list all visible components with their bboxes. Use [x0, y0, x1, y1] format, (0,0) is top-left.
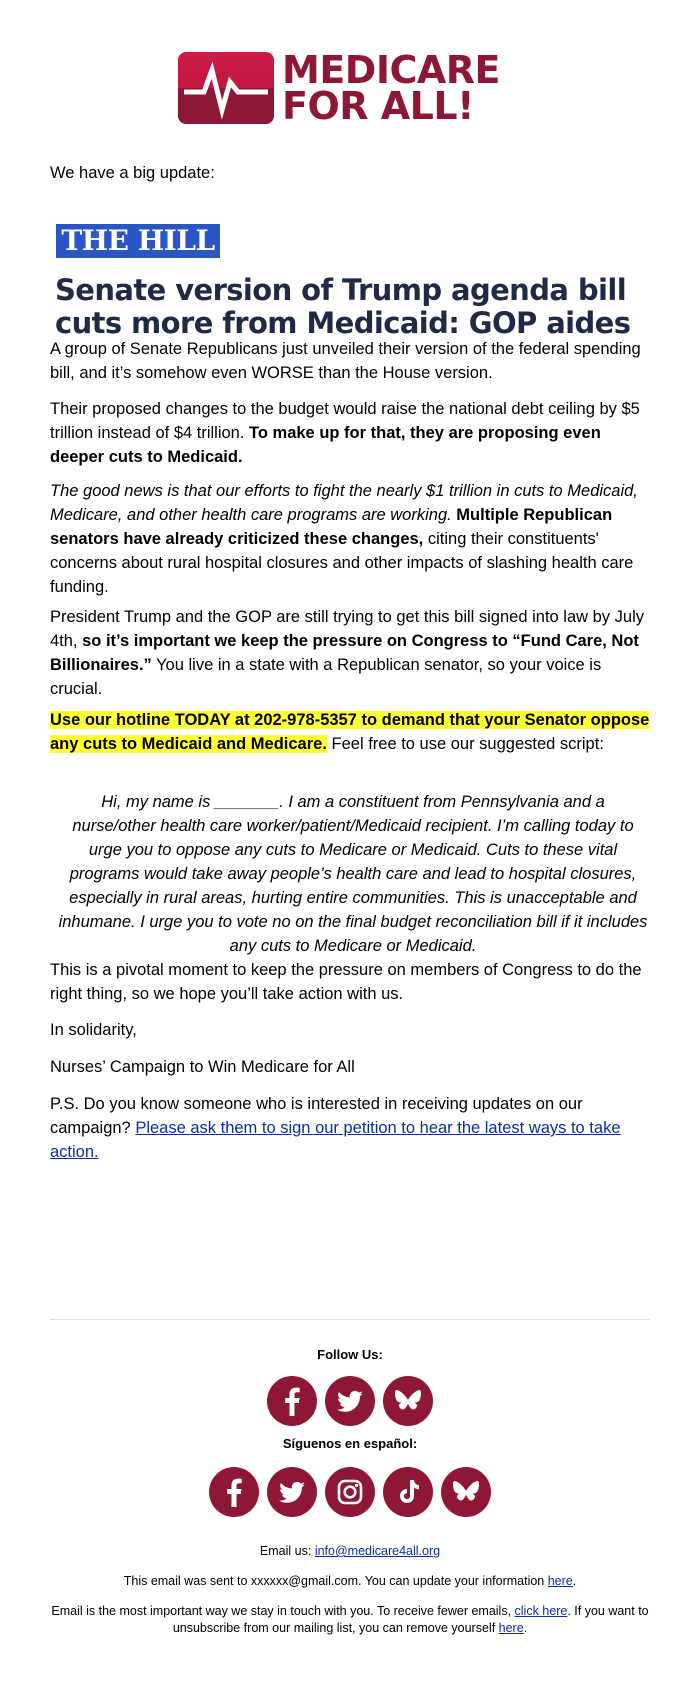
paragraph-6: This is a pivotal moment to keep the pressure on members of Congress to do the right thing, so we hope you’ll take action with us.: [50, 961, 642, 1003]
paragraph-1: A group of Senate Republicans just unveiled their version of the federal spending bill, and it’s somehow even WORSE than the House version.: [50, 340, 641, 382]
bluesky-icon[interactable]: [441, 1467, 491, 1517]
unsub-text-1: Email is the most important way we stay in touch with you. To receive fewer emails,: [51, 1604, 515, 1618]
facebook-icon[interactable]: [267, 1376, 317, 1426]
paragraph-4: [50, 605, 650, 701]
instagram-icon[interactable]: [325, 1467, 375, 1517]
bluesky-icon[interactable]: [383, 1376, 433, 1426]
fewer-emails-link[interactable]: click here: [514, 1604, 568, 1618]
ps-text: P.S. Do you know someone who is interested in receiving updates on our campaign?: [50, 1095, 583, 1137]
postscript: [50, 1092, 650, 1164]
follow-us-social-row: [0, 1376, 700, 1426]
follow-us-label: Follow Us:: [317, 1347, 383, 1362]
signature: Nurses’ Campaign to Win Medicare for All: [50, 1058, 355, 1076]
unsubscribe-link[interactable]: here: [498, 1621, 524, 1635]
p4-bold: so it’s important we keep the pressure on Congress to “Fund Care, Not Billionaires.”: [50, 632, 639, 674]
email-link[interactable]: info@medicare4all.org: [314, 1544, 441, 1558]
p3-italic: The good news is that our efforts to fight the nearly $1 trillion in cuts to Medicaid, Medicare, and other health care programs are working.: [50, 482, 638, 524]
p2-bold: To make up for that, they are proposing even deeper cuts to Medicaid.: [50, 424, 601, 466]
article-headline[interactable]: Senate version of Trump agenda bill cuts more from Medicaid: GOP aides: [55, 273, 631, 340]
p3-text: citing their constituents' concerns about rural hospital closures and other impacts of slashing health care funding.: [50, 530, 634, 596]
logo-line-1: MEDICARE: [282, 48, 500, 92]
unsub-text-2: . If you want to unsubscribe from our mailing list, you can remove yourself: [172, 1604, 649, 1635]
medicare-for-all-logo[interactable]: [178, 48, 523, 128]
paragraph-5: [50, 708, 650, 756]
logo-text: [282, 48, 500, 128]
intro-text: We have a big update:: [50, 164, 215, 182]
update-info-link[interactable]: here: [547, 1574, 573, 1588]
sent-to-text: This email was sent to xxxxxx@gmail.com. You can update your information: [123, 1574, 548, 1588]
closing: In solidarity,: [50, 1021, 137, 1039]
p4-text-2: You live in a state with a Republican senator, so your voice is crucial.: [50, 656, 602, 698]
unsubscribe-line: [50, 1603, 650, 1637]
unsub-period: .: [523, 1621, 528, 1635]
sent-period: .: [572, 1574, 577, 1588]
pulse-icon: [178, 52, 274, 124]
footer-divider: [50, 1319, 650, 1320]
spanish-label: Síguenos en español:: [282, 1436, 418, 1451]
petition-link[interactable]: Please ask them to sign our petition to hear the latest ways to take action.: [50, 1119, 621, 1161]
p4-text: President Trump and the GOP are still trying to get this bill signed into law by July 4th,: [50, 608, 644, 650]
suggested-script: Hi, my name is _______. I am a constituent from Pennsylvania and a nurse/other health care worker/patient/Medicaid recipient. I’m calling today to urge you to oppose any cuts to Medicare or Medicaid. Cuts to these vital programs would take away people’s health care and lead to hospital closures, especially in rural areas, hurting entire communities. This is unacceptable and inhumane. I urge you to vote no on the final budget reconciliation bill if it includes any cuts to Medicare or Medicaid.: [58, 793, 648, 955]
email-us-line: [50, 1543, 650, 1560]
twitter-icon[interactable]: [267, 1467, 317, 1517]
p2-text: Their proposed changes to the budget would raise the national debt ceiling by $5 trillion instead of $4 trillion.: [50, 400, 640, 442]
paragraph-2: [50, 397, 650, 469]
facebook-icon[interactable]: [209, 1467, 259, 1517]
tiktok-icon[interactable]: [383, 1467, 433, 1517]
hotline-highlight: Use our hotline TODAY at 202-978-5357 to demand that your Senator oppose any cuts to Medicaid and Medicare.: [50, 711, 650, 753]
spanish-social-row: [0, 1467, 700, 1517]
p3-bold: Multiple Republican senators have already criticized these changes,: [50, 506, 613, 548]
logo-line-2: FOR ALL!: [282, 84, 474, 128]
email-us-label: Email us:: [259, 1544, 315, 1558]
twitter-icon[interactable]: [325, 1376, 375, 1426]
the-hill-logo[interactable]: THE HILL: [56, 224, 220, 258]
paragraph-3: [50, 479, 650, 599]
p5-text: Feel free to use our suggested script:: [326, 735, 604, 753]
sent-to-line: [50, 1573, 650, 1590]
